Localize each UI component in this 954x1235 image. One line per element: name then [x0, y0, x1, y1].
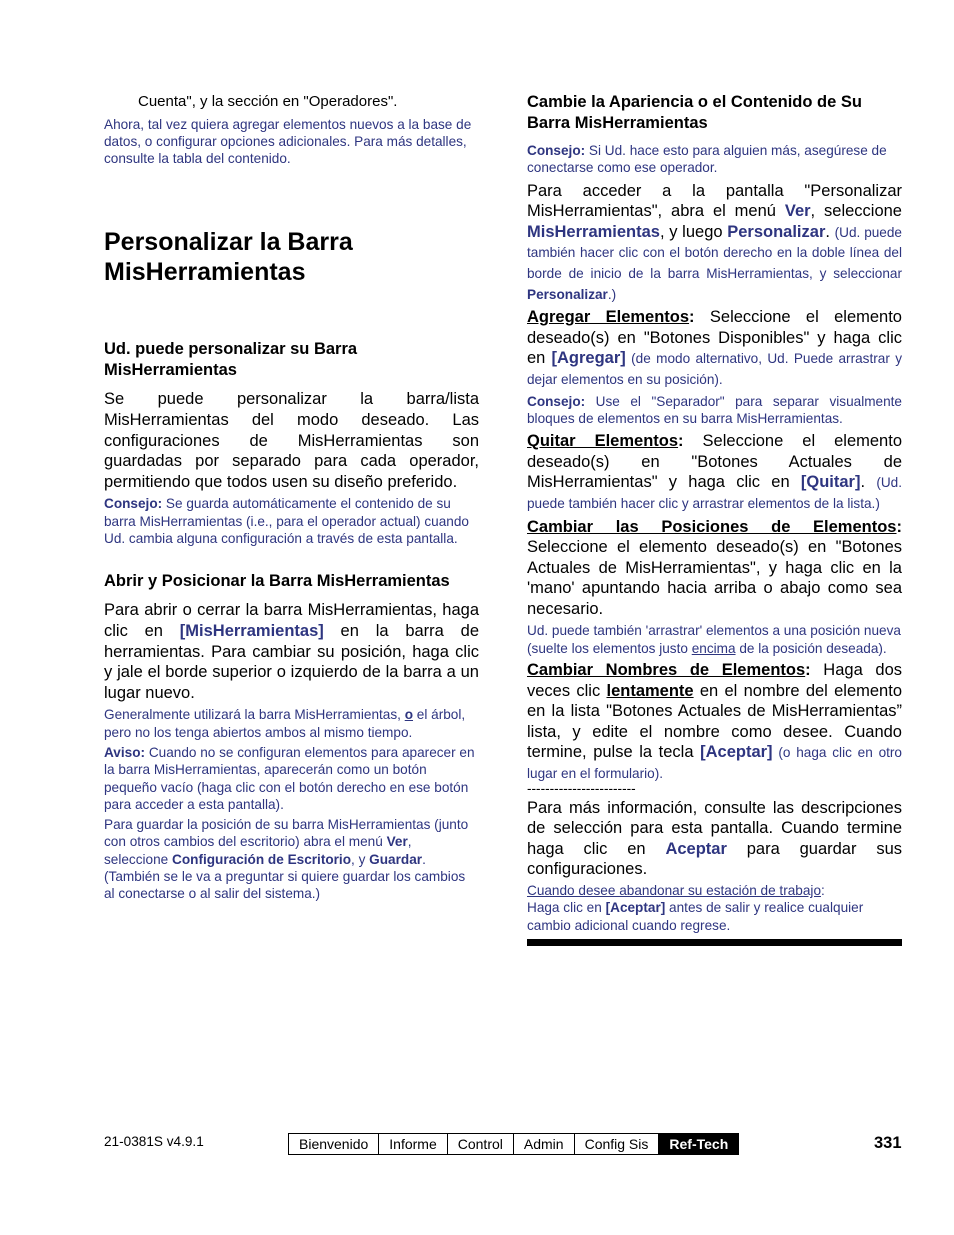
menu-ver: Ver [784, 202, 811, 221]
tip-separator [527, 393, 902, 428]
warning-text: Cuando no se configuran elementos para aparecer en la barra MisHerramientas, aparecerán como un botón pequeño vacío (haga clic con el botón derecho en ese botón para acceder a esta pantalla). [104, 744, 475, 812]
text: antes de salir y realice cualquier cambio adicional cuando regrese. [527, 900, 864, 933]
agregar-key: [Agregar] [551, 349, 626, 368]
text: . (También se le va a preguntar si quiere guardar los cambios al conectarse o al salir del sistema.) [104, 851, 466, 902]
section-heading-customize: Ud. puede personalizar su Barra MisHerramientas [104, 340, 358, 380]
aceptar-key: [Aceptar] [605, 900, 666, 916]
footer-navigation [288, 1133, 739, 1155]
rename-paragraph: Cambiar Nombres de Elementos: Haga dos veces clic lentamente en el nombre del elemento en la lista "Botones Actuales de MisHerramientas” lista, y edite el nombre como desee. Cuando termine, pulse la tecla [Aceptar] (o haga clic en otro lugar en el formulario). [527, 661, 903, 782]
misherramientas-key: [MisHerramientas] [179, 621, 324, 640]
nav-tab-config-sis[interactable]: Config Sis [575, 1134, 660, 1154]
leave-link: Cuando desee abandonar su estación de trabajo [527, 883, 821, 898]
tip-operator [527, 142, 902, 177]
aceptar-key: [Aceptar] [700, 743, 773, 762]
warning-note [104, 744, 479, 813]
nav-tab-control[interactable]: Control [448, 1134, 514, 1154]
leave-note [527, 882, 902, 934]
menu-personalizar-small: Personalizar [527, 286, 608, 302]
remove-aside: (Ud. puede también hacer clic y arrastrar elementos de la lista.) [527, 475, 902, 511]
rename-aside: (o haga clic en otro lugar en el formulario). [527, 745, 902, 782]
text: en la barra de herramientas. Para cambiar su posición, haga clic y jale el borde superior o izquierdo de la barra a un lugar nuevo. [104, 621, 479, 702]
text: , seleccione [810, 202, 902, 221]
text: de la posición deseada). [735, 640, 887, 656]
section-body-open [104, 600, 479, 703]
warning-label: Aviso: [104, 744, 146, 760]
menu-ver: Ver [386, 834, 408, 850]
text: Para acceder a la pantalla "Personalizar MisHerramientas", abra el menú [527, 181, 902, 221]
menu-personalizar: Personalizar [727, 222, 826, 241]
remove-elements-paragraph: Quitar Elementos: Seleccione el elemento deseado(s) en "Botones Actuales de MisHerramientas" y haga clic en [Quitar]. (Ud. puede también hacer clic y arrastrar elementos de la lista.) [527, 432, 902, 511]
text: . [860, 473, 877, 492]
tip-label: Consejo: [527, 393, 586, 409]
text: Para abrir o cerrar la barra MisHerramientas, haga clic en [104, 601, 479, 640]
tip-text: Si Ud. hace esto para alguien más, asegúrese de conectarse como ese operador. [527, 143, 887, 176]
text: Seleccione el elemento deseado(s) en "Botones Actuales de MisHerramientas", y haga clic en la 'mano' apuntando hacia arriba o abajo como sea necesario. [527, 538, 902, 618]
text: Generalmente utilizará la barra MisHerramientas, [104, 707, 405, 723]
positions-title: Cambiar las Posiciones de Elementos [527, 517, 897, 536]
text: : [821, 883, 825, 898]
menu-config: Configuración de Escritorio [172, 851, 352, 867]
section-heading-open: Abrir y Posicionar la Barra MisHerramientas [104, 572, 450, 591]
text: el árbol, pero no los tenga abiertos ambos al mismo tiempo. [104, 707, 466, 740]
text: para guardar sus configuraciones. [527, 839, 902, 879]
section-end-rule [527, 939, 902, 946]
right-column [527, 92, 902, 946]
tip-autosave [104, 495, 479, 547]
nav-tab-ref-tech[interactable]: Ref-Tech [659, 1134, 738, 1154]
text: , y luego [659, 222, 728, 241]
section-body-customize: Se puede personalizar la barra/lista MisHerramientas del modo deseado. Las configuraciones de MisHerramientas son guardadas por separado para cada operador, permitiendo que todos usen su diseño preferido. [104, 390, 479, 491]
positions-note [527, 622, 902, 657]
emphasis-slowly: lentamente [606, 681, 694, 700]
text: (Ud. puede también hacer clic con el botón derecho en la doble línea del borde de inicio de la barra MisHerramientas, y seleccionar [527, 224, 902, 281]
intro-line: Cuenta", y la sección en "Operadores". [138, 93, 398, 110]
text: , seleccione [104, 834, 412, 867]
emphasis-encima: encima [691, 640, 736, 656]
quitar-key: [Quitar] [800, 473, 861, 492]
more-info-paragraph [527, 798, 902, 880]
tip-text: Use el "Separador" para separar visualmente bloques de elementos en su barra MisHerramientas. [527, 393, 902, 426]
page-number: 331 [874, 1134, 902, 1152]
page-title: Personalizar la Barra MisHerramientas [104, 228, 353, 287]
dashed-separator: ------------------------ [527, 780, 636, 796]
save-note [104, 816, 479, 902]
text: Seleccione el elemento deseado(s) en "Botones Actuales de MisHerramientas" y haga clic en [527, 432, 902, 492]
text: Ud. puede también 'arrastrar' elementos a una posición nueva (suelte los elementos justo [527, 623, 901, 656]
aceptar-key: Aceptar [665, 839, 727, 858]
add-elements-title: Agregar Elementos [527, 308, 690, 327]
access-paragraph [527, 181, 902, 305]
document-id: 21-0381S v4.9.1 [104, 1134, 204, 1149]
left-column [104, 92, 479, 903]
remove-elements-title: Quitar Elementos [527, 432, 679, 451]
nav-tab-bienvenido[interactable]: Bienvenido [289, 1134, 379, 1154]
text: Seleccione el elemento deseado(s) en "Botones Disponibles" y haga clic en [527, 308, 902, 368]
menu-misherramientas: MisHerramientas [527, 222, 660, 241]
positions-paragraph: Cambiar las Posiciones de Elementos: Seleccione el elemento deseado(s) en "Botones Actuales de MisHerramientas", y haga clic en la 'mano' apuntando hacia arriba o abajo como sea necesario. [527, 517, 902, 618]
emphasis-o: o [404, 707, 414, 723]
tip-label: Consejo: [527, 143, 586, 158]
nav-tab-informe[interactable]: Informe [379, 1134, 447, 1154]
text: Para guardar la posición de su barra MisHerramientas (junto con otros cambios del escritorio) abra el menú [104, 817, 469, 850]
intro-note: Ahora, tal vez quiera agregar elementos nuevos a la base de datos, o configurar opciones adicionales. Para más detalles, consulte la tabla del contenido. [104, 116, 472, 167]
text: Para más información, consulte las descripciones de selección para esta pantalla. Cuando termine haga clic en [527, 798, 902, 858]
add-elements-paragraph: Agregar Elementos: Seleccione el elemento deseado(s) en "Botones Disponibles" y haga clic en [Agregar] (de modo alternativo, Ud. Puede arrastrar y dejar elementos en su posición). [527, 308, 902, 387]
text: Haga clic en [527, 900, 606, 916]
tip-text: Se guarda automáticamente el contenido de su barra MisHerramientas (i.e., para el operador actual) cuando Ud. cambia alguna configuración a través de esta pantalla. [104, 496, 469, 547]
text: .) [607, 286, 617, 302]
text: en el nombre del elemento en la lista "Botones Actuales de MisHerramientas” lista, y edite el nombre como desee. Cuando termine, pulse la tecla [527, 681, 902, 762]
text: , y [351, 851, 370, 867]
rename-title: Cambiar Nombres de Elementos [527, 661, 806, 680]
text: Haga dos veces clic [527, 661, 903, 700]
add-aside: (de modo alternativo, Ud. Puede arrastrar y dejar elementos en su posición). [527, 351, 902, 387]
menu-guardar: Guardar [369, 851, 423, 867]
nav-tab-admin[interactable]: Admin [514, 1134, 575, 1154]
note-tree [104, 706, 479, 741]
text: . [825, 222, 835, 241]
tip-label: Consejo: [104, 496, 163, 512]
section-heading-appearance: Cambie la Apariencia o el Contenido de Su Barra MisHerramientas [527, 93, 862, 132]
